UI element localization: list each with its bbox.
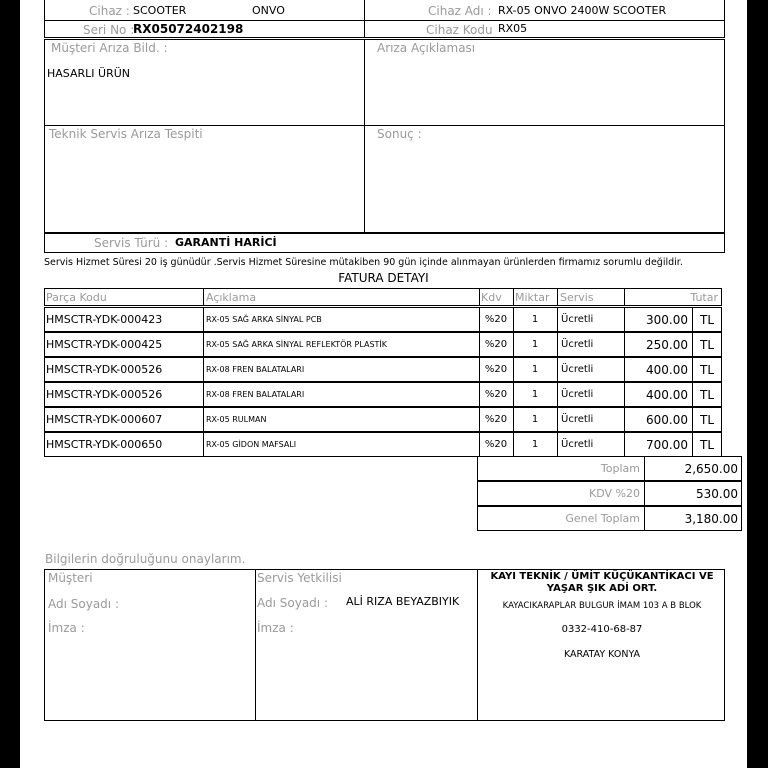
header-sep-2	[479, 288, 480, 306]
musteri-ariza-value: HASARLI ÜRÜN	[47, 67, 130, 80]
seri-no-label: Seri No :	[83, 23, 135, 37]
signature-sep-2	[477, 569, 478, 721]
confirmation-text: Bilgilerin doğruluğunu onaylarım.	[45, 552, 246, 566]
seri-no-value: RX05072402198	[133, 22, 244, 36]
cell-desc: RX-08 FREN BALATALARI	[206, 390, 305, 399]
customer-sign-label: İmza :	[48, 621, 85, 635]
row-separator	[203, 307, 204, 332]
cell-amount: 300.00	[646, 312, 688, 327]
row-separator	[203, 332, 204, 357]
ariza-aciklamasi-label: Arıza Açıklaması	[377, 41, 476, 55]
company-address: KAYACIKARAPLAR BULGUR İMAM 103 A B BLOK	[502, 601, 702, 611]
service-rep-title: Servis Yetkilisi	[257, 571, 342, 585]
cell-amount: 400.00	[646, 362, 688, 377]
cell-qty: 1	[531, 439, 539, 450]
fault-grid-hdivider	[44, 125, 725, 126]
row-separator	[557, 357, 558, 382]
totals-value: 530.00	[696, 486, 738, 501]
service-form-page	[20, 0, 747, 768]
row-separator	[557, 432, 558, 457]
cell-qty: 1	[531, 339, 539, 350]
cihaz-label: Cihaz :	[89, 4, 130, 18]
cell-currency: TL	[699, 387, 714, 402]
cell-service: Ücretli	[561, 439, 594, 450]
customer-title: Müşteri	[48, 571, 93, 585]
cihaz-value: SCOOTER	[133, 4, 187, 17]
header-total: Tutar	[690, 290, 718, 304]
cell-desc: RX-05 RULMAN	[206, 415, 267, 424]
row-separator	[557, 407, 558, 432]
sonuc-label: Sonuç :	[377, 127, 422, 141]
cell-service: Ücretli	[561, 414, 594, 425]
cell-amount: 250.00	[646, 337, 688, 352]
cell-qty: 1	[531, 414, 539, 425]
company-city: KARATAY KONYA	[563, 649, 641, 660]
totals-label: Toplam	[600, 462, 640, 475]
cell-kdv: %20	[484, 439, 508, 450]
cell-kdv: %20	[484, 414, 508, 425]
cell-kdv: %20	[484, 389, 508, 400]
cell-currency: TL	[699, 437, 714, 452]
header-sep-4	[557, 288, 558, 306]
customer-name-label: Adı Soyadı :	[48, 597, 119, 611]
cell-amount: 700.00	[646, 437, 688, 452]
cihaz-adi-value: RX-05 ONVO 2400W SCOOTER	[498, 4, 667, 17]
totals-value: 3,180.00	[684, 511, 738, 526]
cell-currency: TL	[699, 362, 714, 377]
fault-grid-vdivider	[364, 39, 365, 233]
header-sep-5	[624, 288, 625, 306]
cell-qty: 1	[531, 314, 539, 325]
signature-sep-1	[255, 569, 256, 721]
cell-amount: 400.00	[646, 387, 688, 402]
header-desc: Açıklama	[206, 290, 257, 304]
row-separator	[557, 382, 558, 407]
musteri-ariza-label: Müşteri Arıza Bild. :	[51, 41, 168, 55]
header-kdv: Kdv	[481, 290, 502, 304]
cihaz-kodu-value: RX05	[498, 22, 528, 35]
device-info-vdivider	[364, 0, 365, 38]
service-rep-name-label: Adı Soyadı :	[257, 596, 328, 610]
cell-code: HMSCTR-YDK-000650	[46, 438, 163, 451]
cell-kdv: %20	[484, 364, 508, 375]
company-phone: 0332-410-68-87	[561, 624, 643, 635]
cell-desc: RX-05 SAĞ ARKA SİNYAL REFLEKTÖR PLASTİK	[206, 340, 388, 349]
cell-qty: 1	[531, 389, 539, 400]
cell-currency: TL	[699, 412, 714, 427]
totals-label: KDV %20	[589, 487, 640, 500]
cell-code: HMSCTR-YDK-000423	[46, 313, 163, 326]
service-notice: Servis Hizmet Süresi 20 iş günüdür .Servis Hizmet Süresine mütakiben 90 gün içinde alınmayan ürünlerden firmamız sorumlu değildir.	[44, 257, 683, 268]
header-service: Servis	[560, 290, 594, 304]
header-sep-1	[203, 288, 204, 306]
row-separator	[203, 432, 204, 457]
cell-code: HMSCTR-YDK-000526	[46, 363, 163, 376]
row-separator	[203, 382, 204, 407]
totals-label: Genel Toplam	[565, 512, 640, 525]
row-separator	[557, 332, 558, 357]
cell-service: Ücretli	[561, 339, 594, 350]
row-separator	[557, 307, 558, 332]
cell-desc: RX-08 FREN BALATALARI	[206, 365, 305, 374]
header-qty: Miktar	[515, 290, 550, 304]
header-sep-3	[513, 288, 514, 306]
service-type-label: Servis Türü :	[94, 236, 169, 250]
service-rep-name-value: ALİ RIZA BEYAZBIYIK	[346, 595, 460, 608]
company-name: KAYI TEKNİK / ÜMİT KÜÇÜKANTİKACI VE YAŞAR ŞIK ADİ ORT.	[490, 571, 714, 594]
header-code: Parça Kodu	[46, 290, 107, 304]
cell-code: HMSCTR-YDK-000425	[46, 338, 163, 351]
invoice-title: FATURA DETAYI	[338, 271, 429, 285]
cell-currency: TL	[699, 312, 714, 327]
cell-service: Ücretli	[561, 314, 594, 325]
cell-kdv: %20	[484, 314, 508, 325]
brand-value: ONVO	[252, 4, 285, 17]
totals-value: 2,650.00	[684, 461, 738, 476]
cihaz-adi-label: Cihaz Adı :	[428, 4, 492, 18]
service-type-value: GARANTİ HARİCİ	[175, 236, 277, 249]
teknik-servis-label: Teknik Servis Arıza Tespiti	[49, 127, 203, 141]
cell-code: HMSCTR-YDK-000607	[46, 413, 163, 426]
device-info-divider	[44, 20, 725, 21]
cell-service: Ücretli	[561, 389, 594, 400]
row-separator	[203, 357, 204, 382]
cell-service: Ücretli	[561, 364, 594, 375]
cihaz-kodu-label: Cihaz Kodu	[426, 23, 493, 37]
cell-qty: 1	[531, 364, 539, 375]
cell-kdv: %20	[484, 339, 508, 350]
cell-currency: TL	[699, 337, 714, 352]
cell-code: HMSCTR-YDK-000526	[46, 388, 163, 401]
row-separator	[203, 407, 204, 432]
cell-desc: RX-05 GİDON MAFSALI	[206, 440, 297, 449]
service-rep-sign-label: İmza :	[257, 621, 294, 635]
cell-desc: RX-05 SAĞ ARKA SİNYAL PCB	[206, 315, 322, 324]
cell-amount: 600.00	[646, 412, 688, 427]
